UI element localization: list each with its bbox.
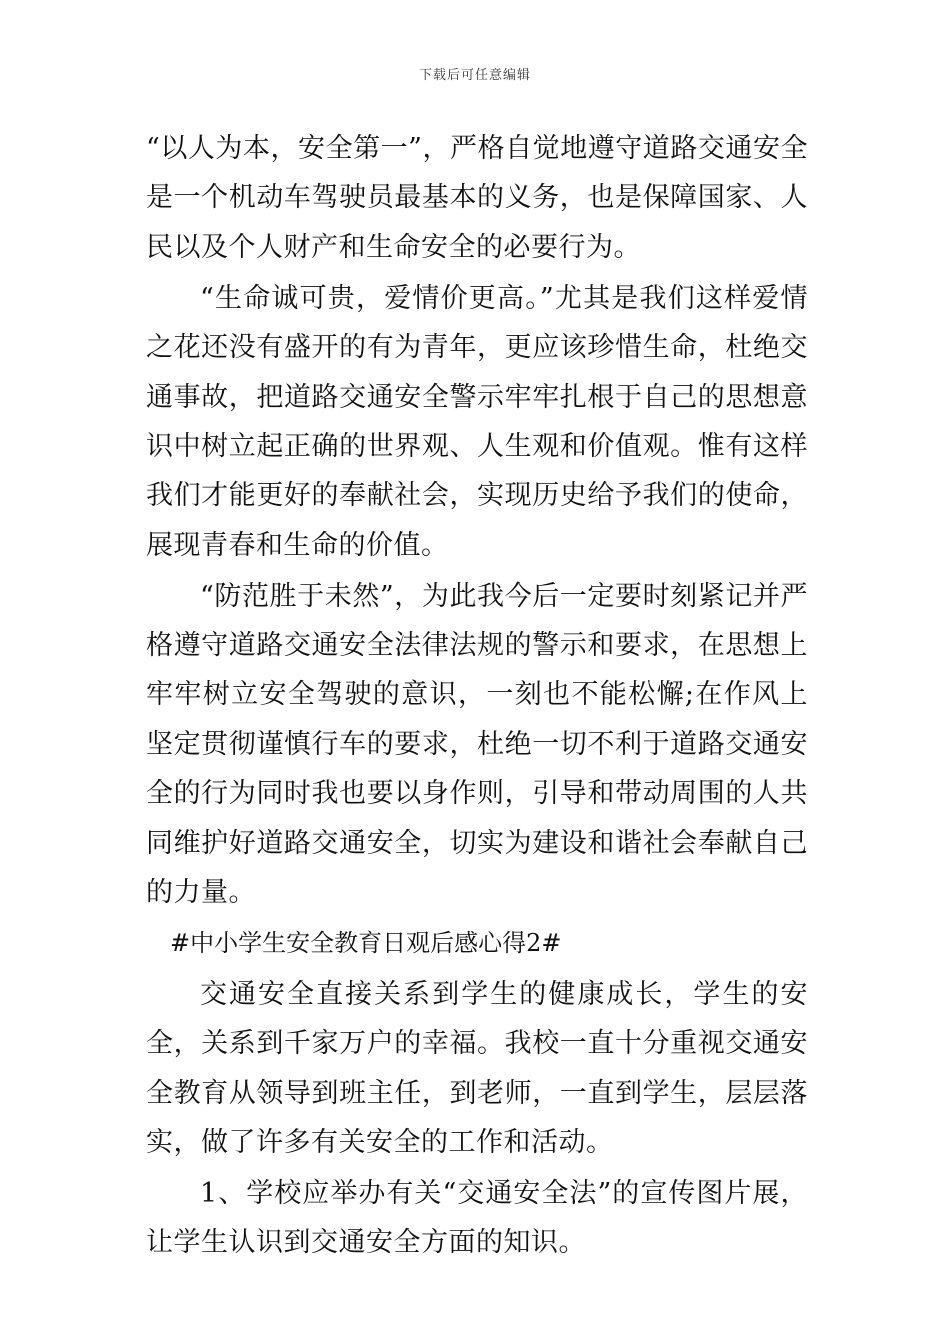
paragraph-3: “防范胜于未然”，为此我今后一定要时刻紧记并严格遵守道路交通安全法律法规的警示和要求，在思想上牢牢树立安全驾驶的意识，一刻也不能松懈;在作风上坚定贯彻谨慎行车的要求，杜绝一切不利于道路交通安全的行为同时我也要以身作则，引导和带动周围的人共同维护好道路交通安全，切实为建设和谐社会奉献自己的力量。 <box>146 580 808 909</box>
paragraph-1: “以人为本，安全第一”，严格自觉地遵守道路交通安全是一个机动车驾驶员最基本的义务，也是保障国家、人民以及个人财产和生命安全的必要行为。 <box>146 133 808 263</box>
section-heading: #中小学生安全教育日观后感心得2# <box>170 929 562 957</box>
page-header: 下载后可任意编辑 <box>418 68 531 83</box>
paragraph-5: 1、学校应举办有关“交通安全法”的宣传图片展，让学生认识到交通安全方面的知识。 <box>146 1178 808 1259</box>
document-body <box>146 124 808 1269</box>
paragraph-2: “生命诚可贵，爱情价更高。”尤其是我们这样爱情之花还没有盛开的有为青年，更应该珍惜生命，杜绝交通事故，把道路交通安全警示牢牢扎根于自己的思想意识中树立起正确的世界观、人生观和价值观。惟有这样我们才能更好的奉献社会，实现历史给予我们的使命，展现青春和生命的价值。 <box>146 282 808 561</box>
paragraph-4: 交通安全直接关系到学生的健康成长，学生的安全，关系到千家万户的幸福。我校一直十分重视交通安全教育从领导到班主任，到老师，一直到学生，层层落实，做了许多有关安全的工作和活动。 <box>146 978 808 1159</box>
